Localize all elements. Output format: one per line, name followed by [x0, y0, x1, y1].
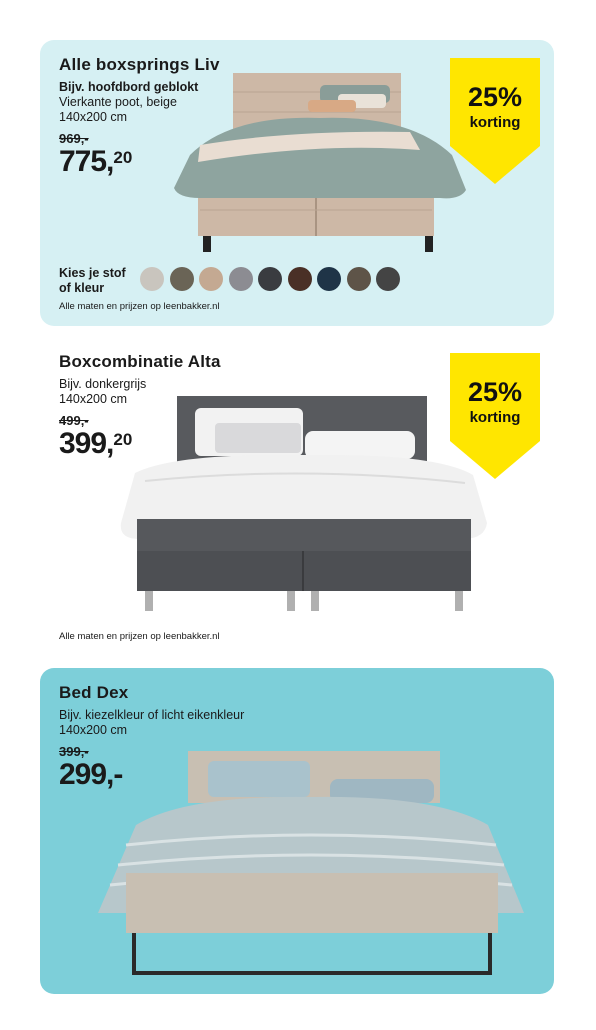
boxcombinatie-alta-image [115, 393, 495, 618]
color-swatch[interactable] [258, 267, 282, 291]
footnote: Alle maten en prijzen op leenbakker.nl [59, 301, 220, 312]
color-swatch[interactable] [376, 267, 400, 291]
footnote: Alle maten en prijzen op leenbakker.nl [59, 631, 220, 642]
old-price: 969,- [59, 131, 89, 146]
product-size: 140x200 cm [59, 392, 128, 406]
color-swatch[interactable] [288, 267, 312, 291]
product-size: 140x200 cm [59, 110, 128, 124]
product-detail: Bijv. kiezelkleur of licht eikenkleur [59, 708, 245, 722]
product-detail: Vierkante poot, beige [59, 95, 177, 109]
product-title: Alle boxsprings Liv [59, 55, 220, 74]
product-detail: Bijv. hoofdbord geblokt [59, 80, 199, 94]
product-size: 140x200 cm [59, 723, 128, 737]
product-title: Bed Dex [59, 683, 129, 702]
discount-badge: 25% korting [450, 58, 540, 188]
current-price: 299,- [59, 758, 123, 791]
current-price: 399,20 [59, 427, 133, 460]
product-title: Boxcombinatie Alta [59, 352, 221, 371]
old-price: 399,- [59, 744, 89, 759]
color-swatch[interactable] [347, 267, 371, 291]
old-price: 499,- [59, 413, 89, 428]
discount-badge: 25% korting [450, 353, 540, 483]
bed-dex-image [96, 745, 526, 977]
color-swatch[interactable] [170, 267, 194, 291]
color-swatch[interactable] [317, 267, 341, 291]
current-price: 775,20 [59, 145, 133, 178]
product-detail: Bijv. donkergrijs [59, 377, 147, 391]
color-swatch[interactable] [229, 267, 253, 291]
swatch-label: Kies je stof of kleur [59, 266, 126, 295]
color-swatch[interactable] [140, 267, 164, 291]
boxspring-liv-image [170, 70, 470, 260]
color-swatch[interactable] [199, 267, 223, 291]
